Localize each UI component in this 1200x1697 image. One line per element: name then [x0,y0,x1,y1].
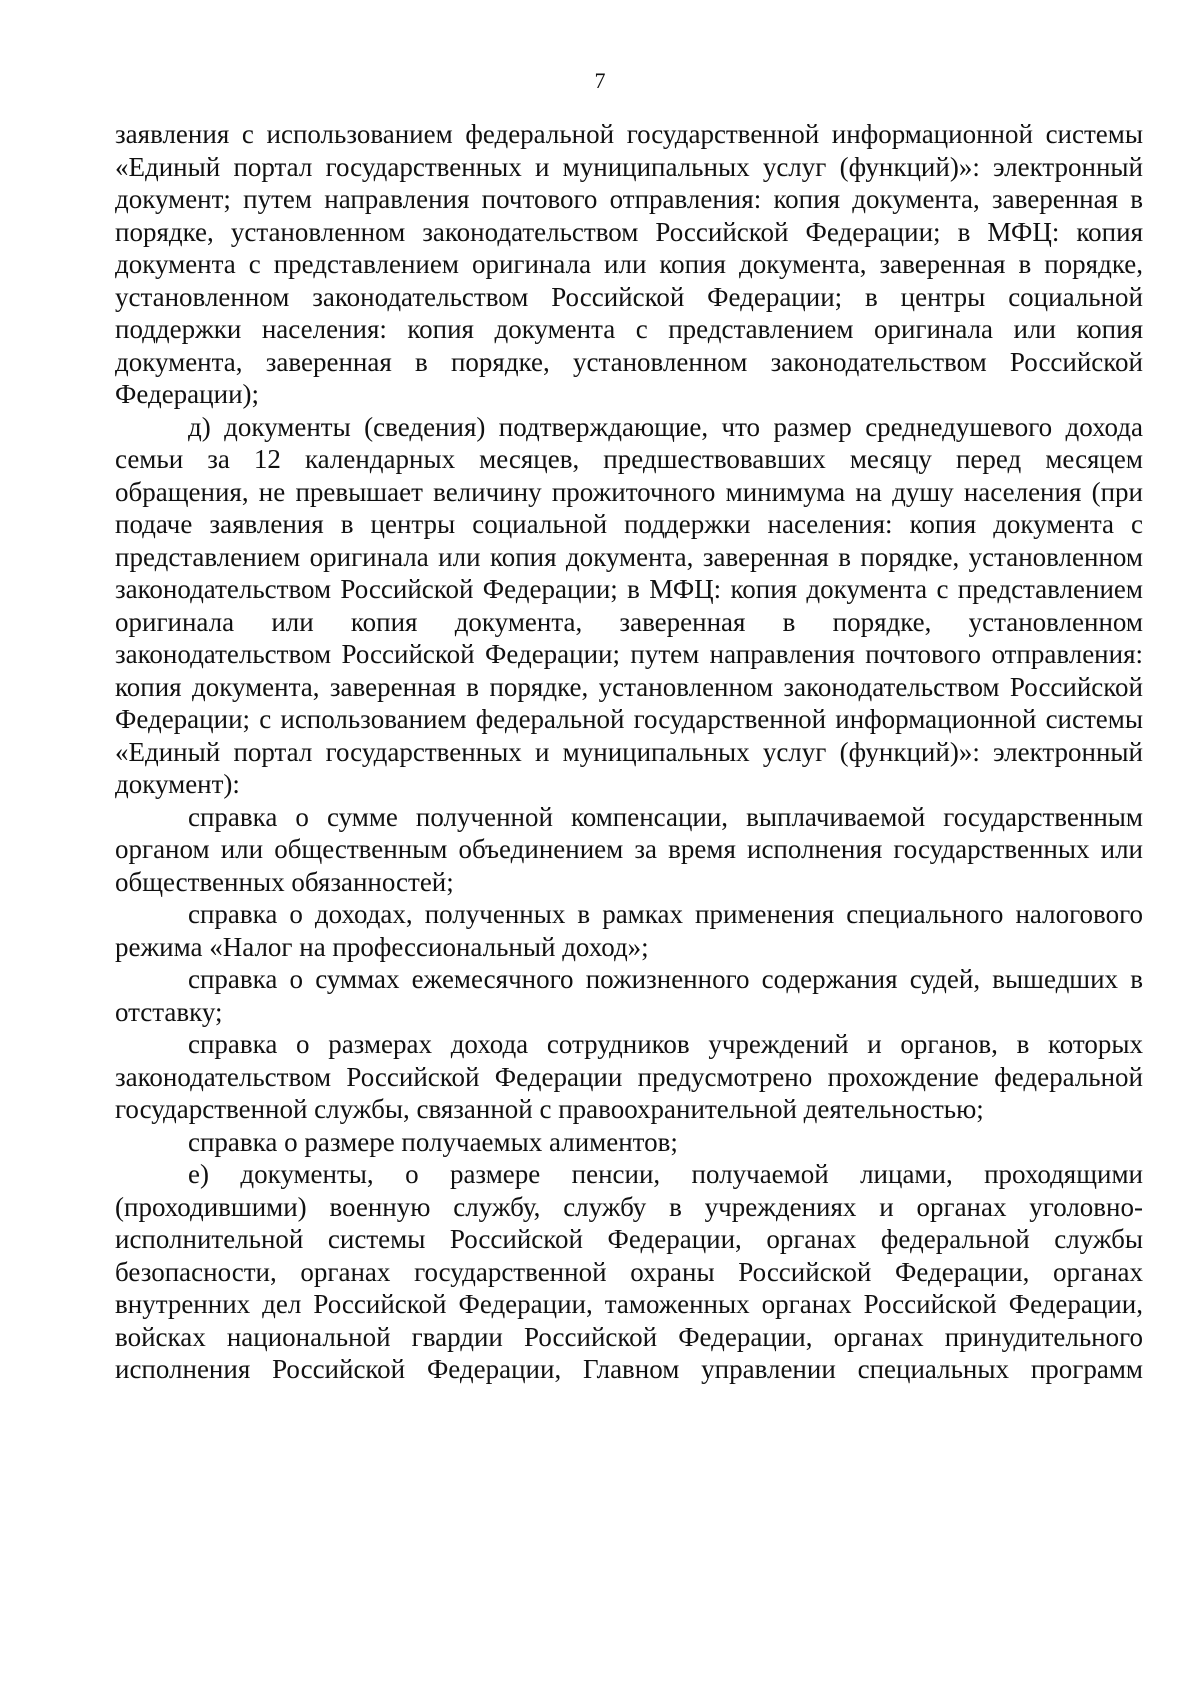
paragraph-professional-income-certificate: справка о доходах, полученных в рамках применения специального налогового режима «Налог на профессиональный доход»; [115,899,1143,962]
paragraph-item-e: е) документы, о размере пенсии, получаемой лицами, проходящими (проходившими) военную службу, службу в учреждениях и органах уголовно-исполнительной системы Российской Федерации, органах федеральной службы безопасности, органах государственной охраны Российской Федерации, органах внутренних дел Российской Федерации, таможенных органах Российской Федерации, войсках национальной гвардии Российской Федерации, органах принудительного исполнения Российской Федерации, Главном управлении специальных программ [115,1159,1143,1384]
document-body [115,118,1143,1386]
paragraph-judges-allowance-certificate: справка о суммах ежемесячного пожизненного содержания судей, вышедших в отставку; [115,964,1143,1027]
paragraph-alimony-certificate: справка о размере получаемых алиментов; [188,1126,678,1157]
paragraph-compensation-certificate: справка о сумме полученной компенсации, выплачиваемой государственным органом или общественным объединением за время исполнения государственных или общественных обязанностей; [115,801,1143,897]
page-number: 7 [594,68,606,93]
paragraph-continuation: заявления с использованием федеральной государственной информационной системы «Единый портал государственных и муниципальных услуг (функций)»: электронный документ; путем направления почтового отправления: копия документа, заверенная в порядке, установленном законодательством Российской Федерации; в МФЦ: копия документа с представлением оригинала или копия документа, заверенная в порядке, установленном законодательством Российской Федерации; в центры социальной поддержки населения: копия документа с представлением оригинала или копия документа, заверенная в порядке, установленном законодательством Российской Федерации); [115,119,1143,409]
paragraph-item-d: д) документы (сведения) подтверждающие, что размер среднедушевого дохода семьи за 12 календарных месяцев, предшествовавших месяцу перед месяцем обращения, не превышает величину прожиточного минимума на душу населения (при подаче заявления в центры социальной поддержки населения: копия документа с представлением оригинала или копия документа, заверенная в порядке, установленном законодательством Российской Федерации; в МФЦ: копия документа с представлением оригинала или копия документа, заверенная в порядке, установленном законодательством Российской Федерации; путем направления почтового отправления: копия документа, заверенная в порядке, установленном законодательством Российской Федерации; с использованием федеральной государственной информационной системы «Единый портал государственных и муниципальных услуг (функций)»: электронный документ): [115,411,1143,799]
paragraph-law-enforcement-income-certificate: справка о размерах дохода сотрудников учреждений и органов, в которых законодательством Российской Федерации предусмотрено прохождение федеральной государственной службы, связанной с правоохранительной деятельностью; [115,1029,1143,1124]
